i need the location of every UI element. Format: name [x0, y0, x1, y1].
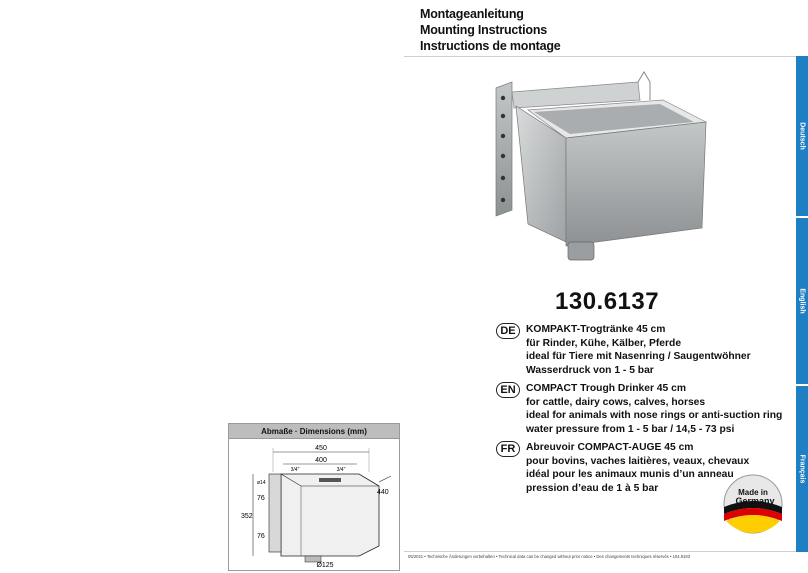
- tab-francais[interactable]: Français: [796, 386, 808, 552]
- desc-line: COMPACT Trough Drinker 45 cm: [526, 383, 687, 394]
- badge-line1: Made in: [738, 488, 768, 497]
- desc-line: pression d’eau de 1 à 5 bar: [526, 482, 659, 494]
- tab-english[interactable]: English: [796, 218, 808, 384]
- dim-pipe: ø14: [257, 480, 266, 486]
- made-in-germany-badge: [722, 473, 784, 535]
- dim-depth: 440: [377, 489, 389, 496]
- desc-line: water pressure from 1 - 5 bar / 14,5 - 73 psi: [526, 423, 735, 435]
- desc-line: Wasserdruck von 1 - 5 bar: [526, 364, 654, 376]
- dim-height: 352: [241, 513, 253, 520]
- footer-divider: [404, 551, 796, 552]
- desc-line: KOMPAKT-Trogtränke 45 cm: [526, 324, 666, 335]
- lang-badge-fr: FR: [496, 441, 520, 457]
- article-number: 130.6137: [555, 288, 660, 315]
- dimension-drawing: [229, 438, 399, 570]
- badge-line2: Germany: [735, 496, 775, 506]
- desc-line: ideal für Tiere mit Nasenring / Saugentwöhner: [526, 351, 751, 363]
- dim-thread-right: 3/4": [336, 467, 346, 473]
- desc-line: ideal for animals with nose rings or anti-suction ring: [526, 410, 783, 422]
- desc-line: for cattle, dairy cows, calves, horses: [526, 396, 706, 408]
- lang-badge-de: DE: [496, 323, 520, 339]
- title-fr: Instructions de montage: [420, 39, 561, 53]
- dim-outlet: Ø125: [316, 562, 334, 569]
- footer-note: 05/2021 • Technische Änderungen vorbehalten • Technical data can be changed without prior notice • Des changements techniques réservés • 104.8183: [408, 554, 691, 559]
- header-divider: [404, 56, 796, 57]
- dim-width-inner: 400: [315, 457, 327, 464]
- product-photo: [488, 60, 738, 270]
- dim-hole-bottom: 76: [257, 533, 265, 540]
- title-en: Mounting Instructions: [420, 23, 548, 37]
- dim-width-outer: 450: [315, 445, 327, 452]
- title-de: Montageanleitung: [420, 7, 524, 21]
- desc-line: idéal pour les animaux munis d’un anneau: [526, 469, 734, 481]
- dimensions-heading: Abmaße · Dimensions (mm): [229, 424, 399, 439]
- dim-thread-left: 3/4": [290, 467, 300, 473]
- dim-hole-top: 76: [257, 495, 265, 502]
- desc-line: Abreuvoir COMPACT-AUGE 45 cm: [526, 442, 694, 453]
- desc-line: pour bovins, vaches laitières, veaux, chevaux: [526, 455, 750, 467]
- tab-deutsch[interactable]: Deutsch: [796, 56, 808, 216]
- desc-line: für Rinder, Kühe, Kälber, Pferde: [526, 337, 682, 349]
- dimensions-panel: [228, 423, 400, 571]
- lang-badge-en: EN: [496, 382, 520, 398]
